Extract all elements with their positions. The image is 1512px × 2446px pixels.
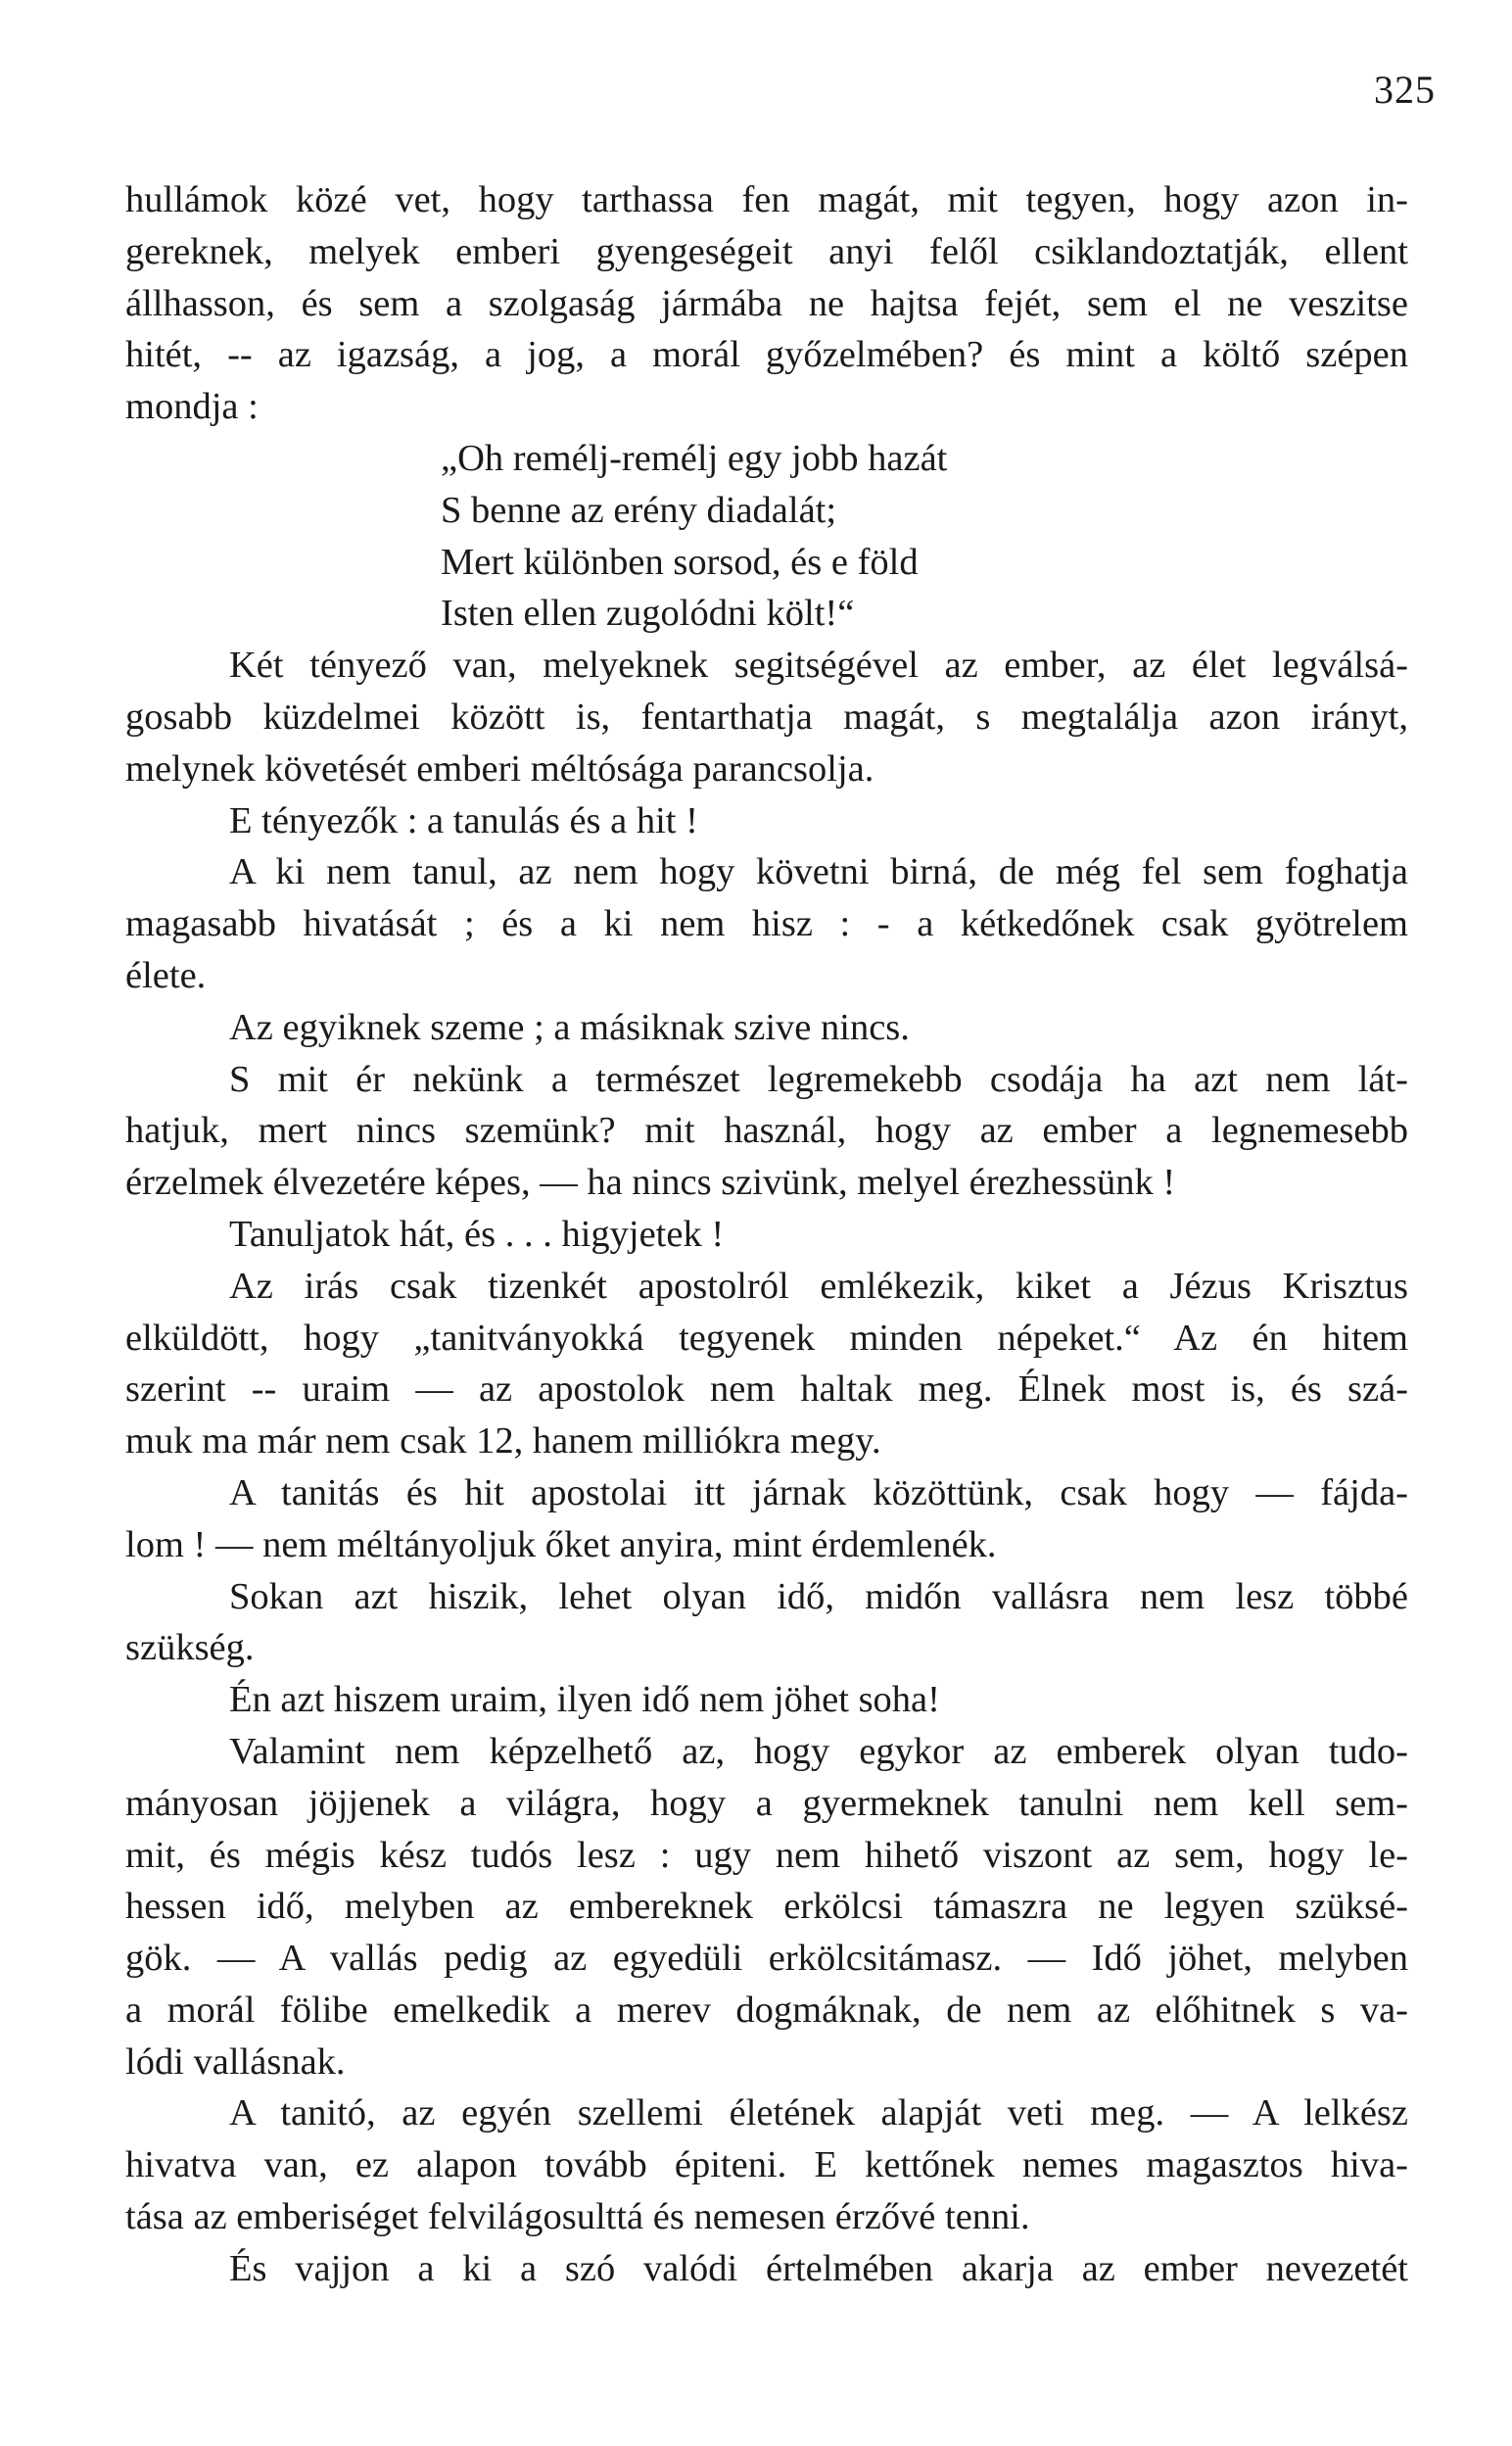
- text-line: hitét, -- az igazság, a jog, a morál győzelmében? és mint a költő szépen: [125, 334, 1408, 376]
- text-line: Sokan azt hiszik, lehet olyan idő, midőn vallásra nem lesz többé: [229, 1575, 1408, 1617]
- text-line: Én azt hiszem uraim, ilyen idő nem jöhet soha!: [229, 1679, 940, 1721]
- text-line: a morál fölibe emelkedik a merev dogmáknak, de nem az előhitnek s va-: [125, 1989, 1408, 2031]
- text-line: Két tényező van, melyeknek segitségével az ember, az élet legválsá-: [229, 645, 1408, 687]
- text-line: Az egyiknek szeme ; a másiknak szive nincs.: [229, 1006, 910, 1048]
- text-line: Valamint nem képzelhető az, hogy egykor az emberek olyan tudo-: [229, 1730, 1408, 1772]
- text-line: lom ! — nem méltányoljuk őket anyira, mint érdemlenék.: [125, 1523, 997, 1565]
- text-line: gereknek, melyek emberi gyengeségeit anyi felől csiklandoztatják, ellent: [125, 230, 1408, 272]
- text-line: érzelmek élvezetére képes, — ha nincs szivünk, melyel érezhessünk !: [125, 1162, 1176, 1204]
- text-line: mányosan jöjjenek a világra, hogy a gyermeknek tanulni nem kell sem-: [125, 1782, 1408, 1824]
- text-line: E tényezők : a tanulás és a hit !: [229, 799, 698, 841]
- text-line: hivatva van, ez alapon tovább épiteni. E kettőnek nemes magasztos hiva-: [125, 2144, 1408, 2186]
- text-line: A tanitás és hit apostolai itt járnak közöttünk, csak hogy — fájda-: [229, 1471, 1408, 1513]
- text-line: mondja :: [125, 386, 259, 428]
- text-line: magasabb hivatását ; és a ki nem hisz : - a kétkedőnek csak gyötrelem: [125, 903, 1408, 945]
- poem-line: Isten ellen zugolódni költ!“: [441, 593, 855, 635]
- text-line: mit, és mégis kész tudós lesz : ugy nem hihető viszont az sem, hogy le-: [125, 1834, 1408, 1876]
- text-line: Tanuljatok hát, és . . . higyjetek !: [229, 1213, 725, 1255]
- text-line: hullámok közé vet, hogy tarthassa fen magát, mit tegyen, hogy azon in-: [125, 179, 1408, 220]
- text-line: tása az emberiséget felvilágosulttá és nemesen érzővé tenni.: [125, 2196, 1030, 2238]
- text-line: muk ma már nem csak 12, hanem milliókra megy.: [125, 1420, 881, 1463]
- poem-line: S benne az erény diadalát;: [441, 489, 837, 531]
- poem-line: Mert különben sorsod, és e föld: [441, 541, 919, 583]
- text-line: élete.: [125, 954, 207, 996]
- text-line: lódi vallásnak.: [125, 2040, 346, 2083]
- poem-line: „Oh remélj-remélj egy jobb hazát: [441, 437, 948, 479]
- text-line: hatjuk, mert nincs szemünk? mit használ, hogy az ember a legnemesebb: [125, 1110, 1408, 1152]
- page-number: 325: [1374, 68, 1436, 112]
- text-line: gosabb küzdelmei között is, fentarthatja magát, s megtalálja azon irányt,: [125, 695, 1408, 738]
- text-line: gök. — A vallás pedig az egyedüli erkölcsitámasz. — Idő jöhet, melyben: [125, 1938, 1408, 1980]
- text-line: A tanitó, az egyén szellemi életének alapját veti meg. — A lelkész: [229, 2092, 1408, 2134]
- text-line: állhasson, és sem a szolgaság jármába ne hajtsa fejét, sem el ne veszitse: [125, 282, 1408, 324]
- text-line: S mit ér nekünk a természet legremekebb csodája ha azt nem lát-: [229, 1058, 1408, 1100]
- text-line: És vajjon a ki a szó valódi értelmében akarja az ember nevezetét: [229, 2247, 1408, 2289]
- text-line: szükség.: [125, 1627, 255, 1669]
- body-text: [125, 174, 1408, 2295]
- text-line: szerint -- uraim — az apostolok nem haltak meg. Élnek most is, és szá-: [125, 1368, 1408, 1411]
- text-line: elküldött, hogy „tanitványokká tegyenek minden népeket.“ Az én hitem: [125, 1317, 1408, 1359]
- text-line: Az irás csak tizenkét apostolról emlékezik, kiket a Jézus Krisztus: [229, 1265, 1408, 1307]
- text-line: A ki nem tanul, az nem hogy követni birná, de még fel sem foghatja: [229, 851, 1408, 893]
- text-line: hessen idő, melyben az embereknek erkölcsi támaszra ne legyen szüksé-: [125, 1886, 1408, 1928]
- text-line: melynek követését emberi méltósága parancsolja.: [125, 747, 874, 790]
